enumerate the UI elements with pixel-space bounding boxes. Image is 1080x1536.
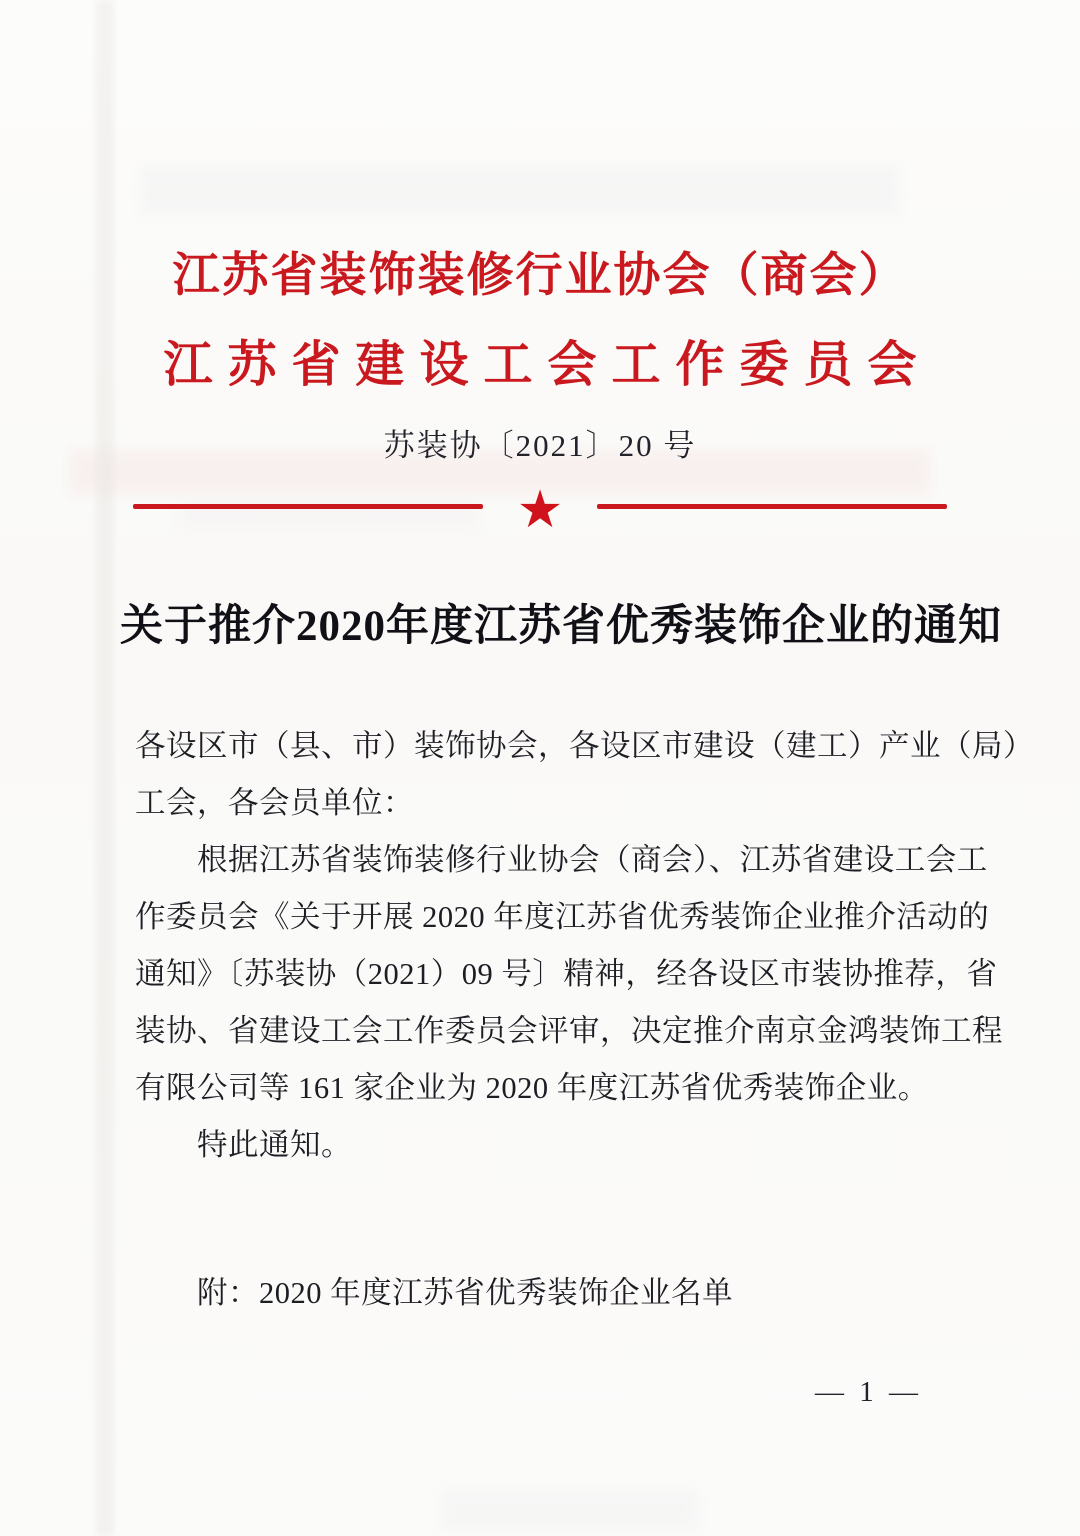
body-line: 工会，各会员单位： (135, 786, 414, 820)
document-number: 苏装协〔2021〕20 号 (383, 428, 697, 463)
red-divider (133, 480, 947, 540)
body-line: 装协、省建设工会工作委员会评审，决定推介南京金鸿装饰工程 (135, 1014, 1003, 1048)
attachment-line: 附：2020 年度江苏省优秀装饰企业名单 (197, 1276, 734, 1310)
document-title: 关于推介2020年度江苏省优秀装饰企业的通知 (120, 603, 1002, 650)
scan-artifact (96, 0, 114, 1536)
body-line: 特此通知。 (197, 1128, 352, 1162)
divider-line-left (133, 504, 483, 509)
scan-artifact (140, 165, 900, 215)
page-number: — 1 — (815, 1376, 922, 1408)
letterhead-line-2: 江苏省建设工会工作委员会 (163, 337, 932, 392)
body-line: 作委员会《关于开展 2020 年度江苏省优秀装饰企业推介活动的 (135, 900, 990, 934)
document-body (135, 718, 1034, 1322)
divider-line-right (597, 504, 947, 509)
body-line: 有限公司等 161 家企业为 2020 年度江苏省优秀装饰企业。 (135, 1071, 929, 1105)
letterhead-line-1: 江苏省装饰装修行业协会（商会） (172, 250, 908, 302)
scan-artifact (440, 1490, 700, 1530)
star-icon: ★ (516, 480, 564, 540)
body-line: 通知》〔苏装协（2021）09 号〕精神，经各设区市装协推荐，省 (135, 957, 998, 991)
body-line: 各设区市（县、市）装饰协会，各设区市建设（建工）产业（局） (135, 729, 1034, 763)
body-line: 根据江苏省装饰装修行业协会（商会）、江苏省建设工会工 (197, 843, 988, 877)
